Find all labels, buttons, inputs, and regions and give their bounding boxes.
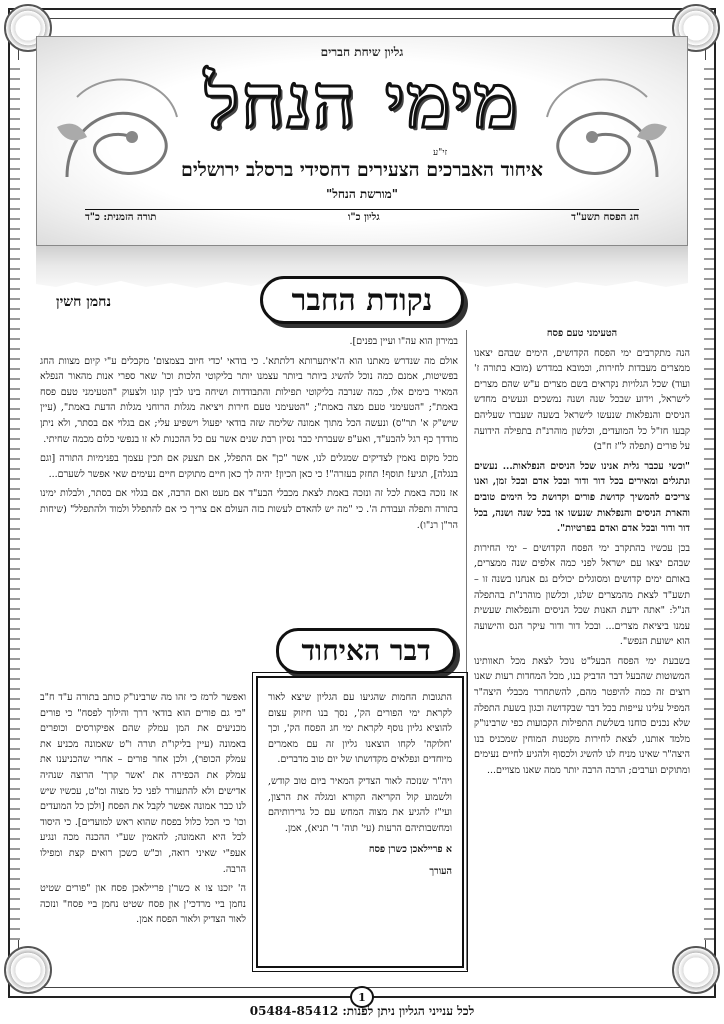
paragraph: ויה"ר שנזכה לאור הצדיק המאיר ביום טוב קודש, ולשמוע קול הקריאה הקורא ומגלה את הרצון, ועי"ז להגיע את מצוה המחש עם כל גרירותיהם ומחשבותיהם הרעות (עי' תוה' ד' תניא), אמן. bbox=[268, 775, 452, 834]
box-headline: דבר האיחוד bbox=[276, 628, 456, 674]
heritage-subtitle: "מורשת הנחל" bbox=[325, 187, 399, 201]
border-ornament bbox=[704, 60, 714, 940]
publication-logo: מימי הנחל bbox=[204, 59, 520, 145]
paragraph: הנה מתקרבים ימי הפסח הקדושים, הימים שבהם יצאנו ממצרים מעבדות לחירות, וכמובא במדרש (מובא בתורה ז' ועוד) שכל הגלויות נקראים בשם מצרים ע"ש שהם מצרים לישראל, וידוע שבכל שנה ושנה נמשכים ונעשים מחדש הניסים והנפלאות שנעשו לישראל בשעה שעברו שעליהם קבעו חז"ל כל המועדים, וכלשון מוהרנ"ת בתפילה הידועה על פורים (תפלה ל"ז ח"ב) bbox=[474, 347, 690, 453]
paragraph: בכן עכשיו בהתקרב ימי הפסח הקדושים – ימי החירות שבהם יצאו עם ישראל לפני כמה אלפים שנה ממצרים, באותם ימים קדושים ומסוגלים יכולים גם אנחנו בשנה זו – תשע"ד לצאת מהמצרים שלנו, וכלשון מוהרנ"ת בהתפלה הנ"ל: "אתה ידעת האנות שכל הניסים והנפלאות שעשית עמנו ביציאת מצרים... ובכל דור ודור עיקר הנס והישועה הוא ישועת הנפש". bbox=[474, 542, 690, 648]
article-column-left bbox=[40, 334, 458, 592]
masthead bbox=[36, 36, 688, 246]
paragraph: ה' יזכנו צו א כשר'ן פריילאכן פסח און "פורים שטיט נחמן ביי מרדכי'ן און פסח שטיט נחמן ביי פסח" ונזכה לאור הצדיק ולאור הפסח אמן. bbox=[40, 883, 246, 926]
article-author: נחמן חשין bbox=[56, 294, 112, 310]
paragraph: במירון הוא עה"ו ועיין בפנים]. bbox=[349, 336, 458, 347]
issue-number: גליון כ"ו bbox=[347, 212, 380, 223]
article-column-left-lower bbox=[40, 690, 246, 980]
paragraph: אז נזכה באמת לכל זה ונזכה באמת לצאת מכבלי הבע"ד אם מעט ואם הרבה, אם בגלוי אם בסתר, ולבלות ימינו בתורה ותפלה ועבודת ה'. כי "מה יש להאדם לעשות בזה העולם אם צריך כי אם להתפלל ולמוד ולהתפלל" (שיחות הר"ן רנ"ו). bbox=[40, 488, 458, 531]
footer-contact: לכל ענייני הגליון ניתן לפנות: 05484-85412 bbox=[249, 1004, 475, 1018]
border-ornament bbox=[10, 60, 20, 940]
column-divider bbox=[466, 330, 467, 970]
paragraph: בשבעת ימי הפסח הבעל"ט נוכל לצאת מכל תאוותינו המשוטות שהבעל דבר הדביק בנו, מכל המחדות רעות שאנו רוצים זה כמה להיפטר מהם, להשתחרר מכבלי היצה"ר המפיל עלינו עייפות בכל דבר שבקדושה וכגון בשעת התפלה שלא נכנים כוחנו בשלשת התפילות הקבועות כפי שרבינו"ק מלמד אותנו, לצאת לחירות מקטנות המוחין שמכניס בנו היצה"ר שאינו מניח לנו להשיג ולכסוף ולהגיע לחיים נעימים ומתוקים וערבים; הרבה הרבה יותר ממה שאנו מצויים... bbox=[474, 655, 690, 777]
article-column-right bbox=[474, 326, 690, 974]
greeting: א פריילאכן כשרן פסח bbox=[368, 844, 452, 856]
editor-notice-box bbox=[256, 676, 464, 968]
paragraph: אולם מה שנדרש מאתנו הוא ה'איתערותא דלתתא'. כי בודאי 'כדי חיוב בצמצום' מקבלים ע"י קיום מצוות החג בפשיטות, אמנם כמה נוכל להשיג ביותר ביותר עצמנו יותר בליקוטי הלכות וכו' שאר ספרי אנות מהאור הנפלא המאיר בימים אלו, כמה שנרבה בליקוטי תפילות והתבודדות ושיחה בינו לבין קונו ולצעוק "הטעימני טעם פסח באמת"; "הטעימני טעם מצה באמת"; "הטעימני טעם חירות ויציאה מגלות הרוחני מגלות הדעת באמת", (עיין שיש"ק א' תר"ס) ונעשה הכל מתוך אמונה שלימה שזה בודאי יפעול וישפיע עלי; אם בגלוי אם בסתר, ולא ניתן מודדך כף רגל להבע"ד, ואע"פ שעברתי כבר נסיון רבת שנים אשר עם כל ההכנות לא זו בנפשי כלום מכמה שחיתי. bbox=[40, 355, 458, 445]
paragraph: מכל מקום נאמין לצדיקים שמגלים לנו, אשר "כן" אם התפלל, אם תצעק אם תכין עצמך בפנימיות התורה [וגם בנגלה], תגיע! תוסף! תחזק בעזרה"! כי כאן הכיון! יהיה לך כאן חיים מתוקים חיים נעימים שאי אפשר לשערם... bbox=[40, 453, 458, 480]
signature: העורך bbox=[429, 865, 452, 877]
article-subhead: הטעימני טעם פסח bbox=[546, 328, 618, 339]
tagline: גליון שיחת חברים bbox=[320, 45, 404, 59]
issue-date: חג הפסח תשע"ד bbox=[571, 212, 639, 223]
paragraph: "וכשי עכבר גלית אנינו שכל הניסים הנפלאות... נעשים ונתגלים ומאירים בכל דור ודור ובכל אדם ובכל זמן, ואנו צריכים להמשיך קדושת פורים וקדושת כל הימים טובים והארת הניסים והנפלאות שנעשו או בכל שנה ושנה, בכל דור ודור ובכל אדם ואדם בפרטיות". bbox=[474, 460, 690, 535]
honorific: זי"ע bbox=[433, 148, 448, 158]
issue-info-bar bbox=[85, 209, 639, 225]
article-headline: נקודת החבר bbox=[260, 276, 464, 324]
organization-name: איחוד האברכים הצעירים דחסידי ברסלב ירושלים bbox=[180, 159, 544, 181]
paragraph: ואפשר לרמז כי זהו מה שרבינו"ק כותב בתורה ע"ד ח"ב "כי גם פורים הוא בודאי דרך והילוך לפסח" כי פורים מכניעים את המן עמלק שהם אפיקורסים וכופרים באמונה (עיין בליקו"ת תורה ו"ט שאמונה מכניע את עמלק הכופר), ולכן אחר פורים – אחרי שהכניענו את עמלק את הכפירה את 'אשר קרך' הרוצה שנהיה אדישים ולא להתעורר לפני כל מצוה ומ"ט, עכשיו שיש לנו כבר אמונה אפשר לקבל את הפסח [ולכן כל המועדים וכו' כי הכל כלול בפסח שהוא ראש למועדים]. כי היסוד לכל היא האמונה; להאמין שע"י ההכנה מכה ונגיע אעפ"י שאיני רואה, וכ"ש כשכן רואים קצת ומפילו הרבה. bbox=[40, 692, 246, 875]
page-number: 1 bbox=[350, 986, 374, 1008]
paragraph: התגובות החמות שהגיעו עם הגליון שיצא לאור לקראת ימי הפורים הק', נסך בנו חיזוק עצום להוציא גליון נוסף לקראת ימי חג הפסח הק', וכך 'חלוקה' לקחו הוצאנו גליון זה עם מאמרים מיוחדים ונפלאים מקדושתו של יום טוב מדברים. bbox=[268, 692, 452, 766]
issue-torah: תורה הזמנית: כ"ד bbox=[85, 212, 157, 223]
